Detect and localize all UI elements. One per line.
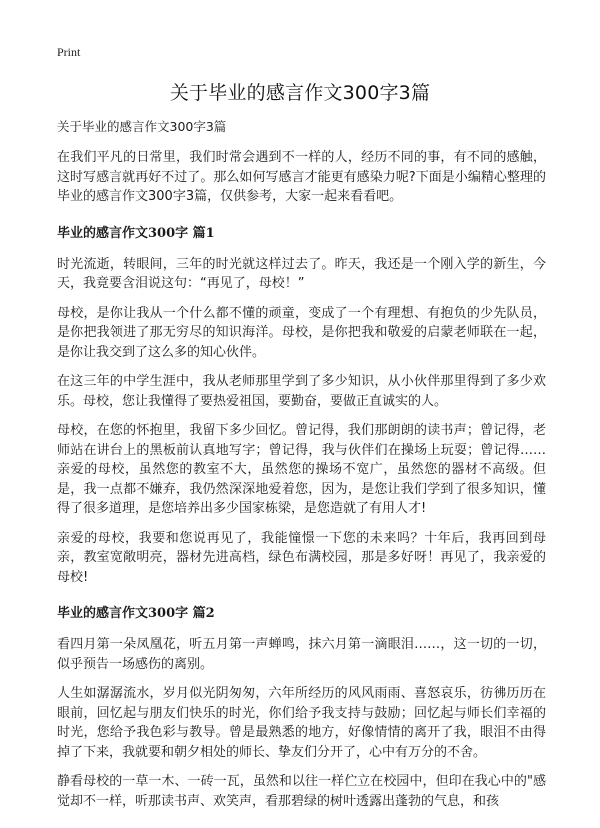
section-2-paragraph-3: 静看母校的一草一木、一砖一瓦，虽然和以往一样伫立在校园中，但印在我心中的"感觉却不一样，听那读书声、欢笑声，看那碧绿的树叶透露出蓬勃的气息，和孩	[57, 774, 546, 809]
page-title: 关于毕业的感言作文300字3篇	[169, 82, 431, 104]
print-label: Print	[57, 45, 81, 59]
section-2-paragraph-1: 看四月第一朵凤凰花，听五月第一声蝉鸣，抹六月第一滴眼泪……，这一切的一切，似乎预告一场感伤的离别。	[57, 637, 546, 672]
article-body	[57, 118, 546, 821]
section-heading-1: 毕业的感言作文300字 篇1	[57, 225, 215, 241]
section-2-paragraph-2: 人生如潺潺流水，岁月似光阴匆匆，六年所经历的风风雨雨、喜怒哀乐，彷彿历历在眼前，回忆起与朋友们快乐的时光，你们给予我支持与鼓励；回忆起与师长们幸福的时光，您给予我色彩与教导。曾是最熟悉的地方，好像情情的离开了我，眼泪不由得掉了下来，我就要和朝夕相处的师长、挚友们分开了，心中有万分的不舍。	[57, 686, 546, 760]
section-1-paragraph-5: 亲爱的母校，我要和您说再见了，我能憧憬一下您的未来吗？十年后，我再回到母亲，教室宽敞明亮，器材先进高档，绿色布满校园，那是多好呀！再见了，我亲爱的母校!	[57, 530, 546, 585]
section-1-paragraph-4: 母校，在您的怀抱里，我留下多少回忆。曾记得，我们那朗朗的读书声；曾记得，老师站在讲台上的黑板前认真地写字；曾记得，我与伙伴们在操场上玩耍；曾记得……亲爱的母校，虽然您的教室不大，虽然您的操场不宽广，虽然您的器材不高级。但是，我一点都不嫌弃，我仍然深深地爱着您，因为，是您让我们学到了很多知识，懂得了很多道理，是您培养出多少国家栋梁，是您造就了有用人才!	[57, 423, 546, 516]
section-heading-2: 毕业的感言作文300字 篇2	[57, 606, 215, 621]
section-1-paragraph-2: 母校，是你让我从一个什么都不懂的顽童，变成了一个有理想、有抱负的少先队员，是你把我领进了那无穷尽的知识海洋。母校，是你把我和敬爱的启蒙老师联在一起，是你让我交到了这么多的知心伙伴。	[57, 305, 546, 360]
article-subtitle: 关于毕业的感言作文300字3篇	[57, 119, 227, 134]
section-1-paragraph-1: 时光流逝，转眼间，三年的时光就这样过去了。昨天，我还是一个刚入学的新生，今天，我竟要含泪说这句：“再见了，母校！”	[57, 256, 546, 291]
section-1-paragraph-3: 在这三年的中学生涯中，我从老师那里学到了多少知识，从小伙伴那里得到了多少欢乐。母校，您让我懂得了要热爱祖国，要勤奋，要做正直诚实的人。	[57, 374, 546, 409]
intro-paragraph: 在我们平凡的日常里，我们时常会遇到不一样的人，经历不同的事，有不同的感触，这时写感言就再好不过了。那么如何写感言才能更有感染力呢?下面是小编精心整理的毕业的感言作文300字3篇，仅供参考，大家一起来看看吧。	[57, 150, 546, 204]
